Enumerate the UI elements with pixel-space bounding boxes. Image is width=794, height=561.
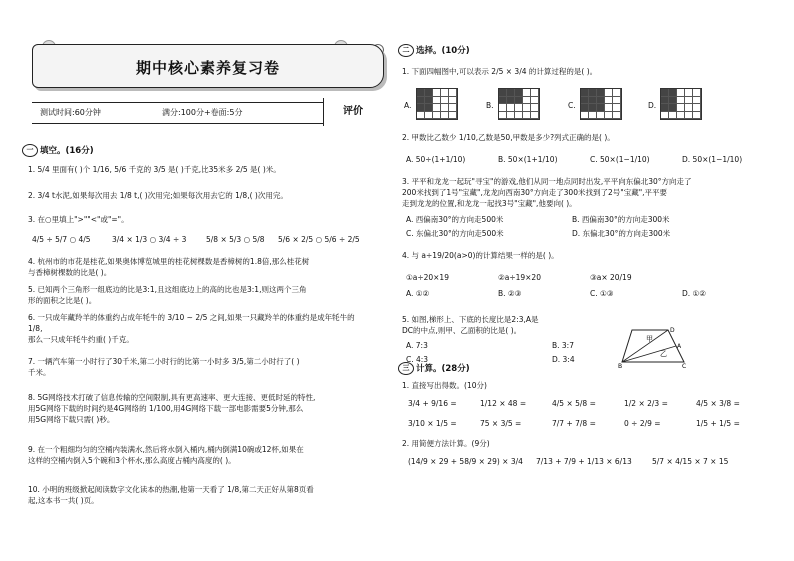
grid-figure-b	[498, 88, 540, 120]
calc-2-title: 2. 用简便方法计算。(9分)	[402, 439, 490, 448]
grid-cell	[693, 112, 701, 120]
option: C. 50×(1−1/10)	[590, 155, 650, 164]
grid-figure-a	[416, 88, 458, 120]
choice-2-options	[402, 154, 774, 166]
calc-item: 1/2 × 2/3 =	[624, 399, 668, 408]
vertex-label: C	[682, 363, 687, 368]
grid-cell	[589, 112, 597, 120]
option: A. 西偏南30°的方向走500米	[406, 215, 504, 224]
grid-cell	[605, 104, 613, 112]
question-1: 1. 5/4 里面有( )个 1/16, 5/6 千克的 3/5 是( )千克,比35米多 2/5 是( )米。	[28, 165, 281, 174]
grid-cell	[597, 112, 605, 120]
option-label: D.	[648, 101, 657, 110]
option: A. ①②	[406, 289, 430, 298]
choice-3	[402, 176, 774, 209]
grid-cell	[507, 97, 515, 105]
grid-cell	[515, 97, 523, 105]
choice-3-line: 走到龙龙的位置,和龙龙一起找3号"宝藏",他要向( )。	[402, 199, 577, 208]
question-10-line: 10. 小明的班级掀起阅读数字文化读本的热潮,他第一天看了 1/8,第二天正好从第8页看	[28, 485, 314, 494]
question-8	[28, 392, 368, 425]
grid-cell	[677, 104, 685, 112]
section-title: 选择。(10分)	[416, 46, 470, 56]
choice-1-figures	[402, 86, 774, 126]
grid-cell	[613, 89, 621, 97]
region-label-jia: 甲	[646, 335, 653, 343]
grid-cell	[449, 112, 457, 120]
section-number: 二	[398, 44, 414, 57]
option: C. ①③	[590, 289, 614, 298]
grid-cell	[581, 104, 589, 112]
calc-item: 0 ÷ 2/9 =	[624, 419, 661, 428]
calc-2-row	[402, 456, 774, 470]
grid-cell	[499, 89, 507, 97]
grid-figure-d	[660, 88, 702, 120]
grid-cell	[677, 112, 685, 120]
option: D. ①②	[682, 289, 706, 298]
calc-item: 5/7 × 4/15 × 7 × 15	[652, 457, 729, 466]
question-4	[28, 256, 368, 278]
question-10	[28, 484, 368, 506]
calc-item: 4/5 × 5/8 =	[552, 399, 596, 408]
option: ②a÷19×20	[498, 273, 541, 282]
region-label-yi: 乙	[660, 350, 667, 358]
grid-cell	[531, 112, 539, 120]
grid-cell	[669, 97, 677, 105]
grid-cell	[531, 97, 539, 105]
grid-cell	[425, 104, 433, 112]
grid-cell	[685, 112, 693, 120]
grid-cell	[677, 89, 685, 97]
grid-cell	[499, 112, 507, 120]
grid-cell	[507, 89, 515, 97]
question-4-line: 与香樟树棵数的比是( )。	[28, 268, 112, 277]
full-score: 满分:100分+卷面:5分	[162, 108, 243, 117]
option: A. 7:3	[406, 341, 428, 350]
question-5	[28, 284, 368, 306]
grid-cell	[685, 104, 693, 112]
calc-item: (14/9 × 29 + 58/9 × 29) × 3/4	[408, 457, 523, 466]
calc-item: 1/12 × 48 =	[480, 399, 527, 408]
grid-figure-c	[580, 88, 622, 120]
grid-cell	[441, 97, 449, 105]
choice-5	[402, 314, 774, 336]
grid-cell	[597, 89, 605, 97]
question-5-line: 5. 已知两个三角形一组底边的比是3:1,且这组底边上的高的比也是3:1,则这两个三角	[28, 285, 307, 294]
question-8-line: 用5G网络下载只需( )秒。	[28, 415, 115, 424]
grid-cell	[693, 89, 701, 97]
grid-cell	[417, 97, 425, 105]
grid-cell	[425, 97, 433, 105]
compare-item: 5/8 × 5/3 ○ 5/8	[206, 235, 265, 244]
grid-cell	[425, 112, 433, 120]
left-column	[22, 44, 372, 554]
question-7	[28, 356, 368, 378]
option: D. 3:4	[552, 355, 575, 364]
vertex-label: D	[670, 327, 675, 334]
section-fill-blank-head	[22, 144, 94, 157]
grid-cell	[661, 89, 669, 97]
grid-cell	[613, 97, 621, 105]
grid-cell	[597, 104, 605, 112]
section-title: 填空。(16分)	[40, 146, 94, 156]
question-8-line: 用5G网络下载的时间约是4G网络的 1/100,用4G网络下载一部电影需要5分钟,那么	[28, 404, 304, 413]
grid-cell	[693, 104, 701, 112]
vertex-label: A	[677, 343, 682, 350]
grid-cell	[589, 104, 597, 112]
question-9-line: 这样的空桶内倒入5个碗和3个杯水,那么高度占桶内高度的( )。	[28, 456, 236, 465]
grid-cell	[581, 89, 589, 97]
compare-item: 3/4 × 1/3 ○ 3/4 ÷ 3	[112, 235, 187, 244]
grid-cell	[669, 89, 677, 97]
question-10-line: 起,这本书一共( )页。	[28, 496, 99, 505]
grid-cell	[433, 104, 441, 112]
title-box	[32, 44, 384, 88]
grid-cell	[515, 112, 523, 120]
right-column	[398, 44, 778, 554]
grid-cell	[499, 104, 507, 112]
option: B. ②③	[498, 289, 522, 298]
grid-cell	[441, 104, 449, 112]
calc-item: 75 × 3/5 =	[480, 419, 522, 428]
question-3: 3. 在○里填上">""<"或"="。	[28, 215, 129, 224]
choice-5-line: 5. 如图,梯形上、下底的长度比是2:3,A是	[402, 315, 539, 324]
section-number: 一	[22, 144, 38, 157]
option: B. 西偏南30°的方向走300米	[572, 215, 670, 224]
option: C. 东偏北30°的方向走500米	[406, 229, 504, 238]
choice-3-line: 3. 平平和龙龙一起玩"寻宝"的游戏,他们从同一地点同时出发,平平向东偏北30°方向走了	[402, 177, 692, 186]
grid-cell	[685, 89, 693, 97]
choice-3-line: 200米找到了1号"宝藏",龙龙向西南30°方向走了300米找到了2号"宝藏",平平要	[402, 188, 668, 197]
choice-5-line: DC的中点,则甲、乙面积的比是( )。	[402, 326, 522, 335]
question-2: 2. 3/4 t水泥,如果每次用去 1/8 t,( )次用完;如果每次用去它的 1/8,( )次用完。	[28, 191, 288, 200]
grid-cell	[417, 89, 425, 97]
option-label: C.	[568, 101, 576, 110]
grid-cell	[669, 112, 677, 120]
option: C. 4:3	[406, 355, 429, 364]
test-time: 测试时间:60分钟	[40, 108, 101, 117]
grid-cell	[507, 104, 515, 112]
grid-cell	[597, 97, 605, 105]
grid-cell	[661, 112, 669, 120]
compare-item: 5/6 × 2/5 ○ 5/6 ÷ 2/5	[278, 235, 360, 244]
grid-cell	[677, 97, 685, 105]
compare-item: 4/5 ÷ 5/7 ○ 4/5	[32, 235, 91, 244]
question-5-line: 形的面积之比是( )。	[28, 296, 97, 305]
section-choice-head	[398, 44, 470, 57]
choice-1: 1. 下面四幅图中,可以表示 2/5 × 3/4 的计算过程的是( )。	[402, 67, 598, 76]
grid-cell	[581, 112, 589, 120]
grid-cell	[669, 104, 677, 112]
info-bar	[32, 102, 382, 124]
option: D. 50×(1−1/10)	[682, 155, 743, 164]
option-label: B.	[486, 101, 494, 110]
grid-cell	[499, 97, 507, 105]
section-calc-head	[398, 362, 470, 375]
question-7-line: 千米。	[28, 368, 51, 377]
section-number: 三	[398, 362, 414, 375]
trapezoid-figure	[618, 326, 688, 368]
question-6-line: 6. 一只成年藏羚羊的体重约占成年牦牛的 3/10 ~ 2/5 之间,如果一只藏羚羊的体重约是成年牦牛的 1/8,	[28, 313, 355, 333]
calc-item: 7/13 + 7/9 + 1/13 × 6/13	[536, 457, 632, 466]
grid-cell	[449, 97, 457, 105]
grid-cell	[433, 89, 441, 97]
choice-4: 4. 与 a÷19/20(a>0)的计算结果一样的是( )。	[402, 251, 559, 260]
grid-cell	[523, 89, 531, 97]
grid-cell	[661, 97, 669, 105]
choice-2: 2. 甲数比乙数少 1/10,乙数是50,甲数是多少?列式正确的是( )。	[402, 133, 615, 142]
calc-item: 7/7 + 7/8 =	[552, 419, 596, 428]
grid-cell	[433, 97, 441, 105]
grid-cell	[589, 89, 597, 97]
question-8-line: 8. 5G网络技术打破了信息传输的空间限制,具有更高速率、更大连接、更低时延的特性,	[28, 393, 316, 402]
section-title: 计算。(28分)	[416, 364, 470, 374]
grid-cell	[661, 104, 669, 112]
page-title: 期中核心素养复习卷	[135, 59, 280, 77]
median-line	[622, 346, 676, 362]
option: B. 3:7	[552, 341, 574, 350]
grid-cell	[441, 112, 449, 120]
grid-cell	[515, 104, 523, 112]
grid-cell	[507, 112, 515, 120]
calc-item: 1/5 + 1/5 =	[696, 419, 740, 428]
option: A. 50÷(1+1/10)	[406, 155, 466, 164]
grid-cell	[425, 89, 433, 97]
question-9-line: 9. 在一个粗细均匀的空桶内装满水,然后将水倒入桶内,桶内倒满10碗或12杯,如果在	[28, 445, 304, 454]
question-3-items	[28, 234, 368, 248]
option: ①a÷20×19	[406, 273, 449, 282]
calc-item: 4/5 × 3/8 =	[696, 399, 740, 408]
question-6-line: 那么一只成年牦牛约重( )千克。	[28, 335, 134, 344]
grid-cell	[523, 97, 531, 105]
calc-item: 3/10 × 1/5 =	[408, 419, 457, 428]
question-9	[28, 444, 368, 466]
grid-cell	[685, 97, 693, 105]
question-6	[28, 312, 368, 345]
grid-cell	[449, 104, 457, 112]
grid-cell	[441, 89, 449, 97]
grid-cell	[693, 97, 701, 105]
grid-cell	[449, 89, 457, 97]
grid-cell	[531, 89, 539, 97]
option: D. 东偏北30°的方向走300米	[572, 229, 671, 238]
question-7-line: 7. 一辆汽车第一小时行了30千米,第二小时行的比第一小时多 3/5,第二小时行了( )	[28, 357, 300, 366]
calc-1-title: 1. 直接写出得数。(10分)	[402, 381, 487, 390]
grid-cell	[581, 97, 589, 105]
grid-cell	[531, 104, 539, 112]
choice-4-options	[402, 272, 774, 298]
option-label: A.	[404, 101, 412, 110]
vertex-label: B	[618, 363, 623, 368]
grid-cell	[417, 104, 425, 112]
choice-3-options	[402, 214, 774, 240]
calc-1-rows	[402, 398, 774, 434]
grid-cell	[417, 112, 425, 120]
grid-cell	[433, 112, 441, 120]
grid-cell	[515, 89, 523, 97]
grid-cell	[589, 97, 597, 105]
evaluation-box: 评价	[323, 98, 382, 126]
option: B. 50×(1+1/10)	[498, 155, 558, 164]
grid-cell	[605, 89, 613, 97]
grid-cell	[605, 97, 613, 105]
option: ③a× 20/19	[590, 273, 632, 282]
question-4-line: 4. 杭州市的市花是桂花,如果奥体博览城里的桂花树棵数是香樟树的1.8倍,那么桂花树	[28, 257, 310, 266]
grid-cell	[605, 112, 613, 120]
calc-item: 3/4 + 9/16 =	[408, 399, 457, 408]
grid-cell	[523, 104, 531, 112]
grid-cell	[613, 104, 621, 112]
grid-cell	[613, 112, 621, 120]
grid-cell	[523, 112, 531, 120]
